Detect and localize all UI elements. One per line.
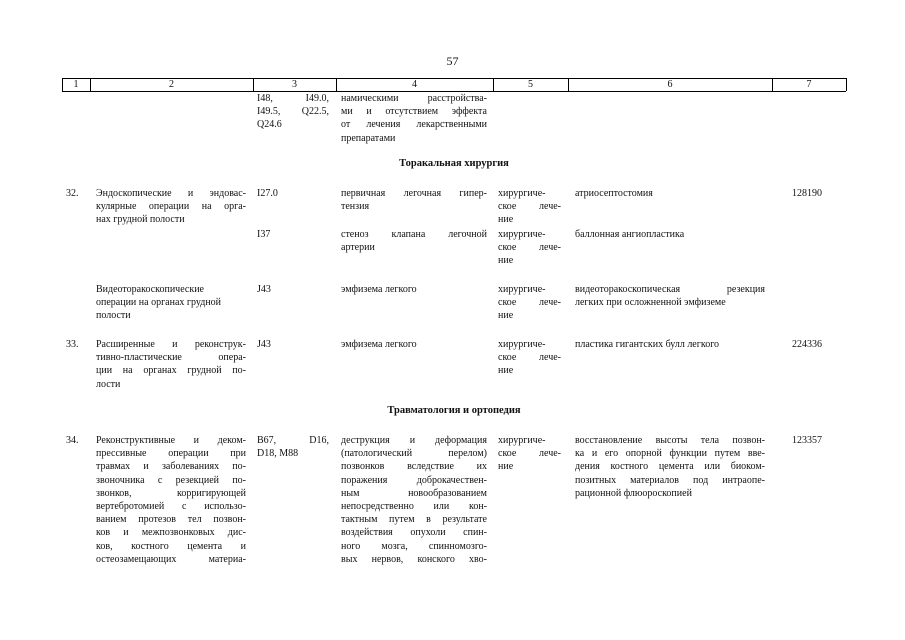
- column-header: 2: [169, 79, 174, 90]
- text-line: ного мозга, спинномозго-: [341, 540, 487, 552]
- r34-name-cell: [96, 434, 246, 566]
- text-line: непосредственно или кон-: [341, 501, 487, 513]
- r32a-type-cell: [498, 187, 561, 227]
- r33-model-cell: эмфизема легкого: [341, 339, 417, 350]
- page-number: 57: [446, 54, 459, 68]
- text-line: ванием протезов тел позвон-: [96, 514, 246, 526]
- text-line: хирургиче-: [498, 188, 546, 199]
- r32a-method-cell: атриосептостомия: [575, 188, 653, 199]
- text-line: восстановление высоты тела позвон-: [575, 435, 765, 446]
- text-line: ции на органах грудной по-: [96, 365, 246, 377]
- r32a-model-cell: [341, 187, 487, 213]
- text-line: намическими расстройства-: [341, 93, 487, 104]
- text-line: легких при осложненной эмфиземе: [575, 297, 726, 309]
- text-line: Реконструктивные и деком-: [96, 435, 246, 446]
- text-line: ние: [498, 365, 514, 377]
- r34-type-cell: [498, 434, 561, 474]
- text-line: вертебротомией с использо-: [96, 501, 246, 513]
- r32b-method-cell: баллонная ангиопластика: [575, 229, 685, 240]
- text-line: рационной флюороскопией: [575, 487, 692, 499]
- text-line: ское лече-: [498, 242, 561, 254]
- r33-price: 224336: [792, 339, 822, 350]
- text-line: ское лече-: [498, 448, 561, 460]
- text-line: Q24.6: [257, 119, 282, 131]
- r32c-method-cell: [575, 283, 765, 309]
- text-line: B67, D16,: [257, 435, 329, 446]
- text-line: дения костного цемента или биоком-: [575, 461, 765, 473]
- text-line: хирургиче-: [498, 435, 546, 446]
- text-line: остеозамещающих материа-: [96, 553, 246, 565]
- text-line: артерии: [341, 242, 375, 254]
- text-line: ние: [498, 310, 514, 322]
- text-line: тивно-пластические опера-: [96, 352, 246, 364]
- r32a-code-cell: I27.0: [257, 188, 278, 199]
- text-line: хирургиче-: [498, 339, 546, 350]
- text-line: от лечения лекарственными: [341, 119, 487, 131]
- text-line: операции на органах грудной: [96, 297, 222, 309]
- column-header: 1: [73, 79, 79, 90]
- column-header: 7: [806, 79, 812, 90]
- row-number: 33.: [66, 339, 79, 350]
- row-number: 34.: [66, 435, 79, 446]
- text-line: ков, костного цемента и: [96, 540, 246, 552]
- r34-model-cell: [341, 434, 487, 566]
- r32c-model-cell: эмфизема легкого: [341, 284, 417, 295]
- r32c-type-cell: [498, 283, 561, 323]
- text-line: I48, I49.0,: [257, 93, 329, 104]
- column-header: 5: [528, 79, 533, 90]
- text-line: поражения доброкачествен-: [341, 474, 487, 486]
- text-line: Видеоторакоскопические: [96, 284, 204, 295]
- text-line: деструкция и деформация: [341, 435, 487, 446]
- r32c-name-cell: [96, 283, 246, 323]
- text-line: позвонков вследствие их: [341, 461, 487, 473]
- column-header: 6: [667, 79, 673, 90]
- text-line: D18, M88: [257, 448, 299, 460]
- text-line: хирургиче-: [498, 229, 546, 240]
- r32b-code-cell: I37: [257, 229, 271, 240]
- text-line: ным новообразованием: [341, 487, 487, 499]
- text-line: полости: [96, 310, 131, 322]
- text-line: препаратами: [341, 132, 396, 144]
- column-header: 4: [412, 79, 417, 90]
- text-line: ми и отсутствием эффекта: [341, 106, 487, 118]
- text-line: Расширенные и реконструк-: [96, 339, 246, 350]
- r32b-type-cell: [498, 228, 561, 268]
- text-line: (патологический перелом): [341, 448, 487, 460]
- section-heading-traumatology: Травматология и ортопедия: [387, 405, 521, 416]
- r33-method-cell: пластика гигантских булл легкого: [575, 339, 720, 350]
- text-line: ское лече-: [498, 297, 561, 309]
- text-line: тактным путем в результате: [341, 514, 487, 526]
- r34-price: 123357: [792, 435, 822, 446]
- text-line: прессивные операции при: [96, 448, 246, 460]
- r32-name-cell: [96, 187, 246, 227]
- text-line: звоночника с резекцией по-: [96, 474, 246, 486]
- text-line: нах грудной полости: [96, 214, 185, 226]
- r33-name-cell: [96, 338, 246, 391]
- text-line: I49.5, Q22.5,: [257, 106, 329, 118]
- text-line: хирургиче-: [498, 284, 546, 295]
- r32-price: 128190: [792, 188, 822, 199]
- text-line: ние: [498, 255, 514, 267]
- text-line: ское лече-: [498, 352, 561, 364]
- text-line: тензия: [341, 201, 370, 213]
- text-line: позитных материалов под интраопе-: [575, 474, 765, 486]
- text-line: воздействия опухоли спин-: [341, 527, 487, 539]
- text-line: видеоторакоскопическая резекция: [575, 284, 765, 295]
- r34-codes-cell: [257, 434, 329, 460]
- text-line: первичная легочная гипер-: [341, 188, 487, 199]
- r33-type-cell: [498, 338, 561, 378]
- text-line: Эндоскопические и эндовас-: [96, 188, 246, 199]
- cont-model-cell: [341, 92, 487, 145]
- text-line: вых нервов, конского хво-: [341, 553, 487, 565]
- text-line: ка и его опорной функции путем вве-: [575, 448, 765, 460]
- text-line: травмах и заболеваниях по-: [96, 461, 246, 473]
- r32c-code-cell: J43: [257, 284, 271, 295]
- col-border: [846, 78, 847, 91]
- text-line: ское лече-: [498, 201, 561, 213]
- text-line: стеноз клапана легочной: [341, 229, 487, 240]
- text-line: кулярные операции на орга-: [96, 201, 246, 213]
- r32b-model-cell: [341, 228, 487, 254]
- r34-method-cell: [575, 434, 765, 500]
- text-line: ков и межпозвонковых дис-: [96, 527, 246, 539]
- r33-code-cell: J43: [257, 339, 271, 350]
- text-line: ние: [498, 214, 514, 226]
- text-line: ние: [498, 461, 514, 473]
- text-line: лости: [96, 378, 121, 390]
- text-line: звонков, корригирующей: [96, 487, 246, 499]
- column-header: 3: [292, 79, 297, 90]
- row-number: 32.: [66, 188, 79, 199]
- section-heading-thoracic: Торакальная хирургия: [399, 158, 509, 169]
- cont-codes-cell: [257, 92, 329, 132]
